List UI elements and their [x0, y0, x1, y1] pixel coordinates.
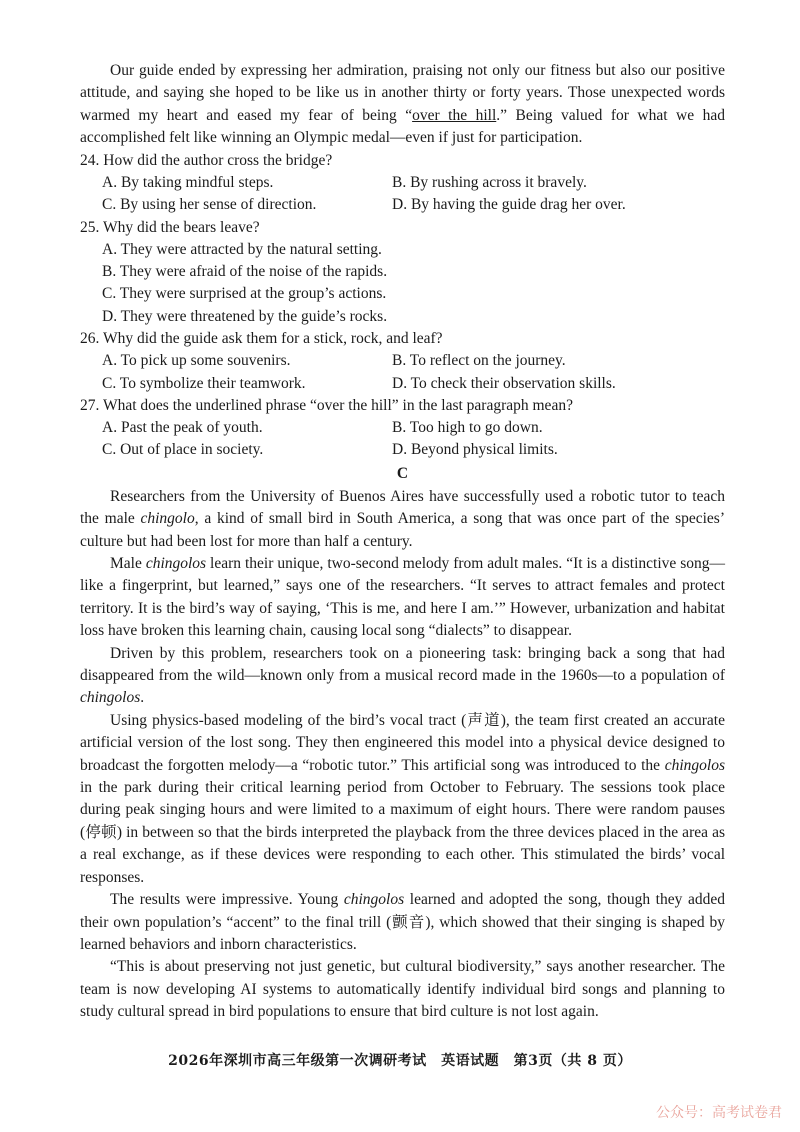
option-d: D. Beyond physical limits.: [392, 441, 558, 459]
passage-b-final-paragraph: Our guide ended by expressing her admiration, praising not only our fitness but also our positive attitude, and saying she hoped to be like us in another thirty or forty years. Those unexpected words warmed my heart and eased my fear of being “over the hill.” Being valued for what we had accomplished felt like winning an Olympic medal—even if just for participation.: [80, 62, 725, 147]
option-grid: [80, 350, 725, 395]
option-d: D. To check their observation skills.: [392, 374, 616, 392]
option-c: C. Out of place in society.: [102, 441, 264, 459]
question-25: [80, 217, 725, 328]
option-grid: [80, 172, 725, 217]
option-d: D. They were threatened by the guide’s rocks.: [102, 307, 388, 325]
question-26: [80, 328, 725, 395]
question-27: [80, 395, 725, 462]
section-heading: C: [396, 464, 409, 482]
passage-c-paragraph-5: The results were impressive. Young chingolos learned and adopted the song, though they added their own population’s “accent” to the final trill (颤音), which showed that their singing is shaped by learned behaviors and inborn characteristics.: [80, 891, 725, 953]
option-b: B. By rushing across it bravely.: [392, 173, 587, 191]
option-a: A. Past the peak of youth.: [102, 419, 263, 437]
watermark: 公众号：高考试卷君: [656, 1105, 782, 1121]
question-stem: 27. What does the underlined phrase “over the hill” in the last paragraph mean?: [80, 396, 573, 414]
option-b: B. To reflect on the journey.: [392, 352, 566, 370]
option-c: C. They were surprised at the group’s actions.: [102, 285, 387, 303]
option-a: A. They were attracted by the natural setting.: [102, 240, 382, 258]
passage-c-paragraph-1: Researchers from the University of Buenos Aires have successfully used a robotic tutor to teach the male chingolo, a kind of small bird in South America, a song that was once part of the species’ culture but had been lost for more than half a century.: [80, 487, 725, 550]
option-d: D. By having the guide drag her over.: [392, 196, 626, 214]
option-c: C. By using her sense of direction.: [102, 196, 317, 214]
page-footer: 2026年深圳市高三年级第一次调研考试 英语试题 第3页（共 8 页）: [168, 1053, 632, 1069]
option-a: A. By taking mindful steps.: [102, 173, 274, 191]
option-b: B. Too high to go down.: [392, 419, 543, 437]
option-c: C. To symbolize their teamwork.: [102, 374, 306, 392]
option-list: [80, 239, 725, 328]
option-b: B. They were afraid of the noise of the rapids.: [102, 263, 388, 281]
option-a: A. To pick up some souvenirs.: [102, 352, 291, 370]
underlined-phrase: over the hill: [412, 106, 497, 124]
question-24: [80, 150, 725, 217]
passage-c-paragraph-6: “This is about preserving not just genetic, but cultural biodiversity,” says another researcher. The team is now developing AI systems to automatically identify individual bird songs and planning to study cultural spread in bird populations to ensure that bird culture is not lost again.: [80, 958, 725, 1021]
passage-c-paragraph-4: Using physics-based modeling of the bird’s vocal tract (声道), the team first created an accurate artificial version of the lost song. They then engineered this model into a physical device designed to broadcast the forgotten melody—a “robotic tutor.” This artificial song was introduced to the chingolos in the park during their critical learning period from October to February. The sessions took place during peak singing hours and were limited to a maximum of eight hours. There were random pauses (停顿) in between so that the birds interpreted the playback from the three devices placed in the area as a real exchange, as if these devices were responding to each other. This stimulated the birds’ vocal responses.: [80, 711, 725, 886]
question-stem: 24. How did the author cross the bridge?: [80, 151, 333, 169]
passage-c-paragraph-2: Male chingolos learn their unique, two-second melody from adult males. “It is a distinctive song—like a fingerprint, but learned,” says one of the researchers. “It serves to attract females and protect territory. It is the bird’s way of saying, ‘This is me, and here I am.’” However, urbanization and habitat loss have broken this learning chain, causing local song “dialects” to disappear.: [80, 555, 725, 640]
question-stem: 26. Why did the guide ask them for a stick, rock, and leaf?: [80, 330, 443, 347]
question-stem: 25. Why did the bears leave?: [80, 218, 260, 236]
option-grid: [80, 417, 725, 462]
exam-page: [80, 60, 725, 1024]
passage-c-paragraph-3: Driven by this problem, researchers took on a pioneering task: bringing back a song that had disappeared from the wild—known only from a musical record made in the 1960s—to a population of chingolos.: [80, 644, 725, 707]
